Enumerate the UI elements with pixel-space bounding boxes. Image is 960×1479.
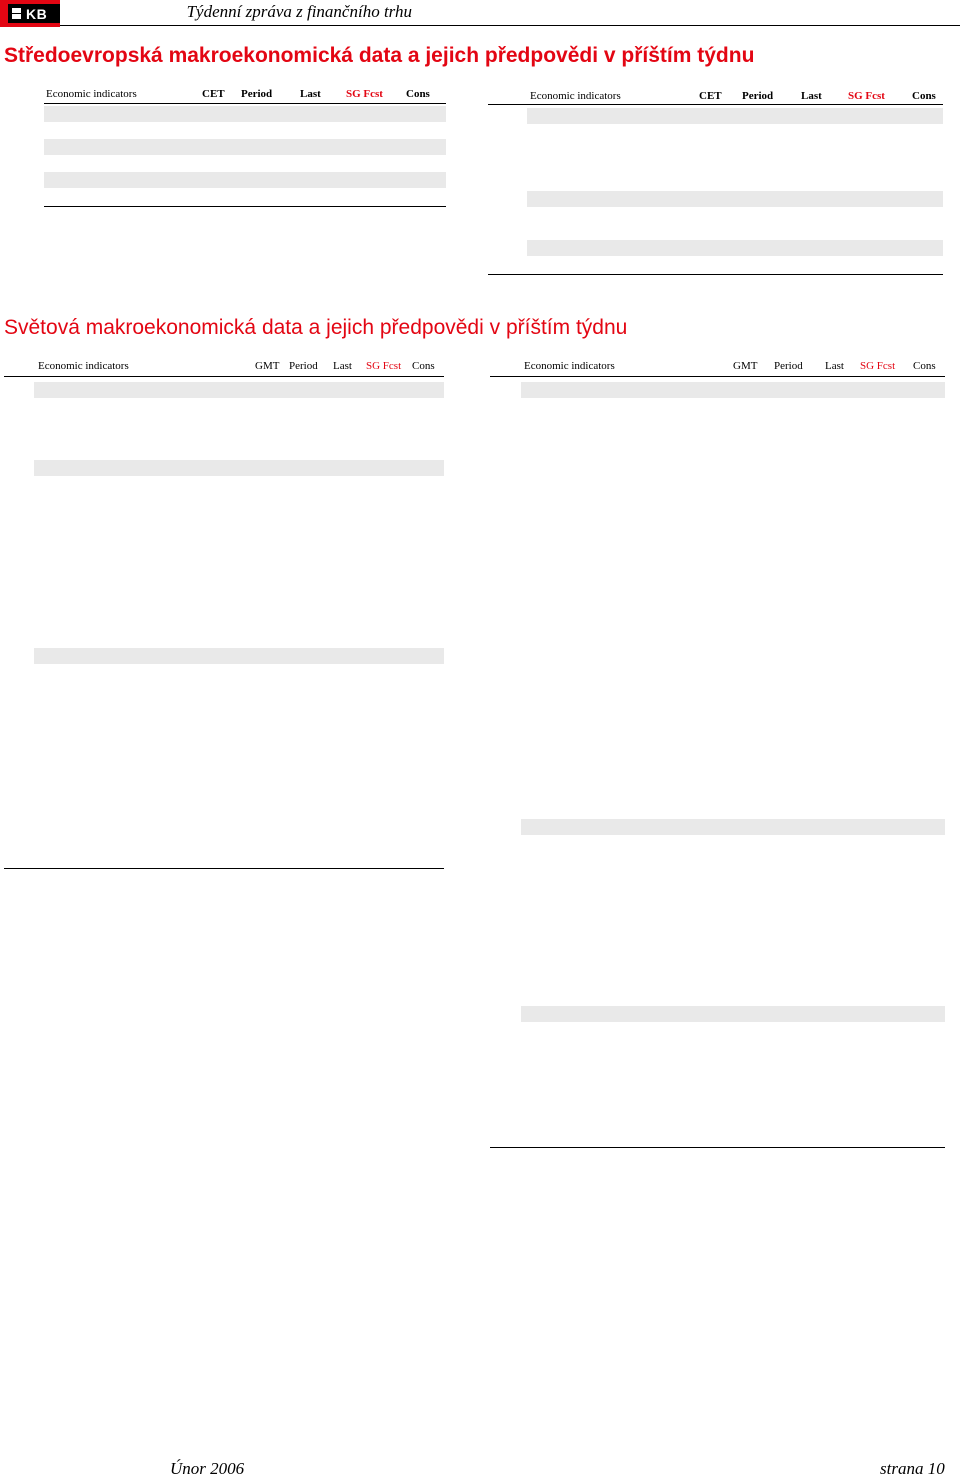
table-row <box>490 772 945 788</box>
table-row <box>4 554 444 570</box>
logo-text: KB <box>26 5 48 22</box>
table-row <box>490 476 945 492</box>
table-row <box>490 834 945 850</box>
table-row <box>4 836 444 852</box>
table-row <box>488 141 943 157</box>
table-row <box>490 616 945 632</box>
table-row <box>4 679 444 695</box>
col-last-header: Last <box>300 88 321 100</box>
table-row <box>490 959 945 975</box>
table-row <box>4 570 444 586</box>
table-row <box>488 224 943 240</box>
col-period-header: Period <box>742 90 774 102</box>
table-row <box>488 125 943 141</box>
section1-title: Středoevropská makroekonomická data a jejich předpovědi v příštím týdnu <box>4 44 755 67</box>
col-time-header: GMT <box>733 360 758 372</box>
table-row <box>490 1068 945 1084</box>
table-row <box>490 725 945 741</box>
table-row <box>490 788 945 804</box>
table-row <box>490 554 945 570</box>
table-row <box>4 601 444 617</box>
table-row <box>4 695 444 711</box>
table-row <box>4 773 444 789</box>
table-row <box>4 726 444 742</box>
col-indicator-header: Economic indicators <box>524 360 615 372</box>
table-row <box>490 881 945 897</box>
divider <box>44 103 446 104</box>
col-fcst-header: SG Fcst <box>346 88 383 100</box>
col-time-header: CET <box>202 88 225 100</box>
table-row <box>490 944 945 960</box>
table-row <box>490 710 945 726</box>
table-row <box>490 975 945 991</box>
table-row <box>490 663 945 679</box>
table-row <box>44 189 446 205</box>
table-row <box>44 172 446 188</box>
table-row <box>490 398 945 414</box>
table-row <box>4 617 444 633</box>
col-last-header: Last <box>333 360 352 372</box>
divider <box>4 376 444 377</box>
col-period-header: Period <box>774 360 803 372</box>
table-row <box>4 507 444 523</box>
table-row <box>4 805 444 821</box>
section2-title: Světová makroekonomická data a jejich předpovědi v příštím týdnu <box>4 316 628 339</box>
ce-left-table <box>44 88 446 210</box>
table-row <box>44 139 446 155</box>
col-fcst-header: SG Fcst <box>848 90 885 102</box>
table-row <box>490 803 945 819</box>
table-row <box>4 476 444 492</box>
table-row <box>34 460 444 476</box>
table-row <box>4 758 444 774</box>
table-row <box>488 158 943 174</box>
table-row <box>490 694 945 710</box>
divider <box>44 206 446 207</box>
table-row <box>4 398 444 414</box>
divider <box>488 274 943 275</box>
table-row <box>4 413 444 429</box>
table-row <box>44 88 446 104</box>
table-row <box>4 789 444 805</box>
col-cons-header: Cons <box>912 90 936 102</box>
col-last-header: Last <box>801 90 822 102</box>
table-row <box>527 108 943 124</box>
table-row <box>4 820 444 836</box>
divider <box>4 868 444 869</box>
table-row <box>490 741 945 757</box>
table-row <box>521 819 945 835</box>
table-row <box>490 585 945 601</box>
table-row <box>490 866 945 882</box>
table-row <box>490 522 945 538</box>
table-row <box>44 156 446 172</box>
table-row <box>490 444 945 460</box>
table-row <box>4 492 444 508</box>
logo-mark-icon <box>12 8 21 19</box>
table-row <box>490 1115 945 1131</box>
table-row <box>521 1006 945 1022</box>
col-time-header: CET <box>699 90 722 102</box>
table-row <box>4 360 444 376</box>
divider <box>490 1147 945 1148</box>
table-row <box>490 1100 945 1116</box>
table-row <box>34 648 444 664</box>
world-right-table <box>490 360 945 1175</box>
table-row <box>527 240 943 256</box>
table-row <box>4 539 444 555</box>
col-fcst-header: SG Fcst <box>860 360 896 372</box>
table-row <box>521 382 945 398</box>
table-row <box>490 850 945 866</box>
table-row <box>4 742 444 758</box>
table-row <box>4 632 444 648</box>
kb-logo <box>0 0 60 27</box>
table-row <box>527 191 943 207</box>
table-row <box>4 523 444 539</box>
divider <box>490 376 945 377</box>
table-row <box>4 585 444 601</box>
col-last-header: Last <box>825 360 844 372</box>
table-row <box>490 600 945 616</box>
col-cons-header: Cons <box>913 360 936 372</box>
table-row <box>490 647 945 663</box>
table-row <box>488 207 943 223</box>
table-row <box>488 174 943 190</box>
col-indicator-header: Economic indicators <box>38 360 129 372</box>
table-row <box>490 429 945 445</box>
col-indicator-header: Economic indicators <box>530 90 621 102</box>
table-row <box>490 678 945 694</box>
col-period-header: Period <box>289 360 318 372</box>
table-row <box>490 569 945 585</box>
table-row <box>490 912 945 928</box>
col-time-header: GMT <box>255 360 280 372</box>
table-row <box>488 257 943 273</box>
table-row <box>490 1037 945 1053</box>
col-cons-header: Cons <box>406 88 430 100</box>
col-indicator-header: Economic indicators <box>46 88 137 100</box>
table-row <box>4 429 444 445</box>
table-row <box>4 711 444 727</box>
table-row <box>490 460 945 476</box>
header-rule <box>60 25 960 26</box>
table-row <box>490 897 945 913</box>
footer-date: Únor 2006 <box>170 1459 245 1478</box>
divider <box>488 104 943 105</box>
table-row <box>490 928 945 944</box>
table-row <box>34 382 444 398</box>
table-row <box>44 123 446 139</box>
footer-page: strana 10 <box>880 1459 945 1478</box>
table-row <box>490 1022 945 1038</box>
table-row <box>44 106 446 122</box>
col-period-header: Period <box>241 88 273 100</box>
ce-right-table <box>488 90 943 290</box>
world-left-table <box>4 360 444 880</box>
report-title: Týdenní zpráva z finančního trhu <box>186 2 412 21</box>
table-row <box>490 507 945 523</box>
table-row <box>490 1053 945 1069</box>
table-row <box>490 360 945 376</box>
table-row <box>490 756 945 772</box>
table-row <box>4 664 444 680</box>
table-row <box>490 413 945 429</box>
table-row <box>490 632 945 648</box>
table-row <box>4 445 444 461</box>
col-cons-header: Cons <box>412 360 435 372</box>
table-row <box>490 491 945 507</box>
col-fcst-header: SG Fcst <box>366 360 402 372</box>
table-row <box>490 990 945 1006</box>
table-row <box>490 1131 945 1147</box>
table-row <box>4 852 444 868</box>
table-row <box>490 1084 945 1100</box>
table-row <box>490 538 945 554</box>
